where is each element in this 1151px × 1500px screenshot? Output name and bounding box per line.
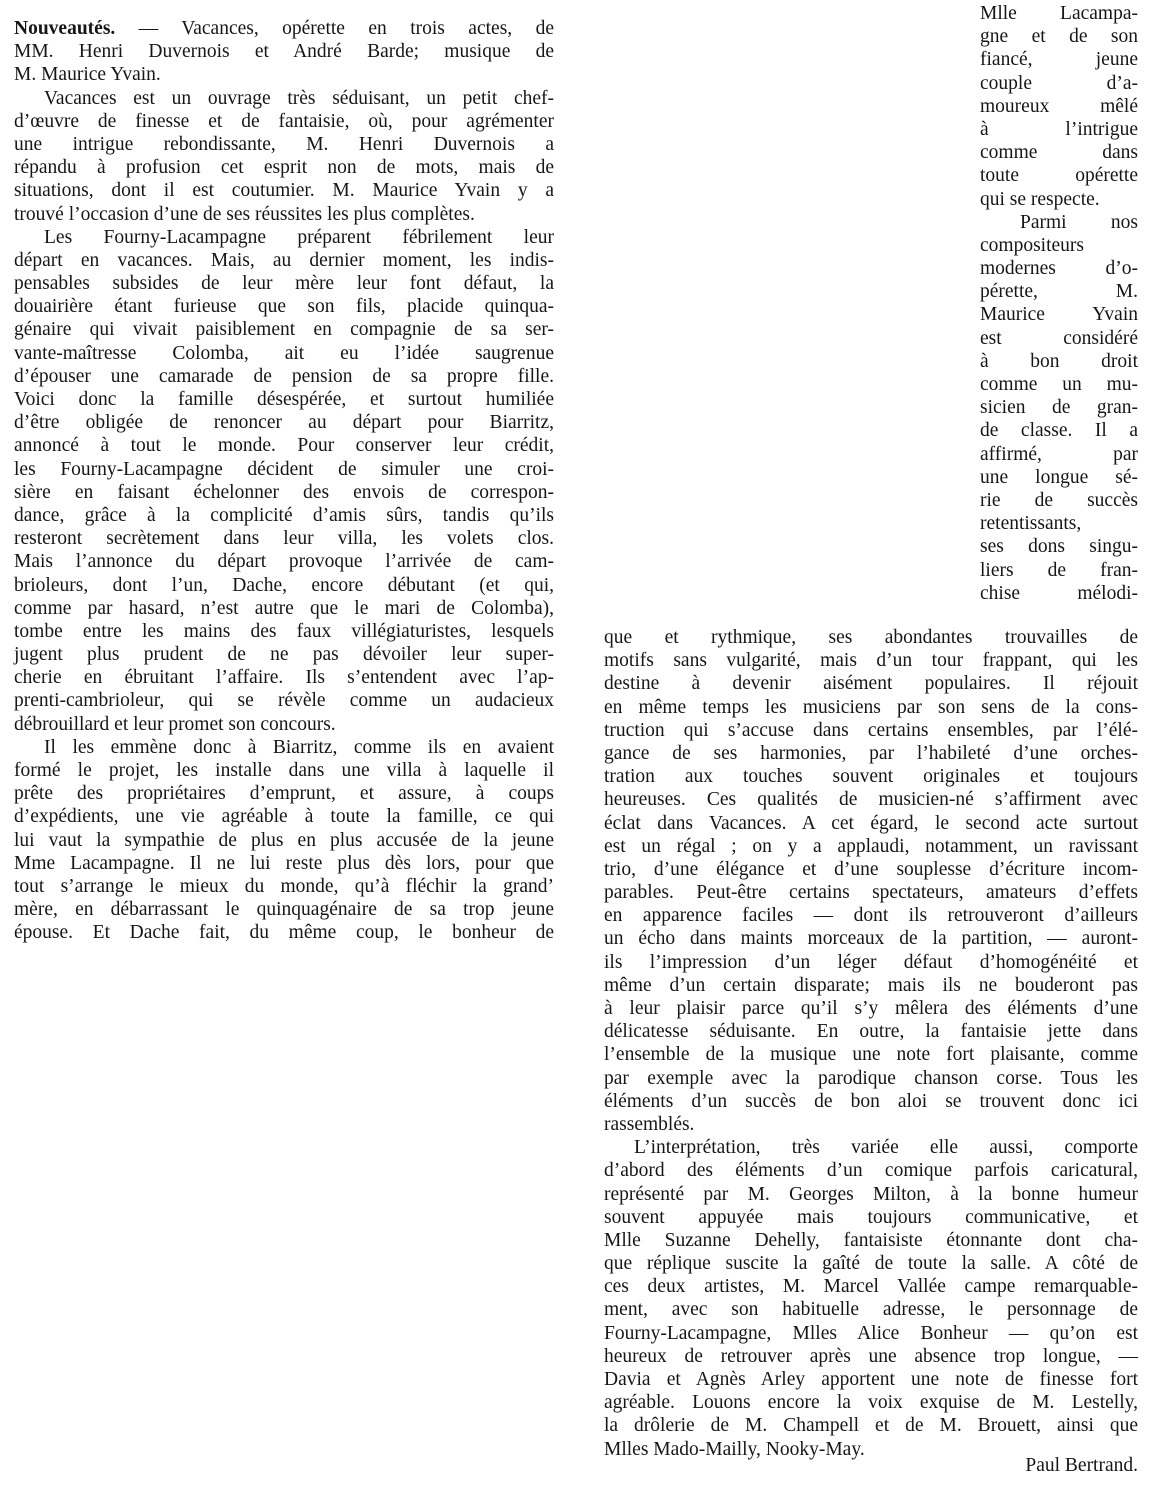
text-line: rie de succès	[980, 489, 1138, 511]
text-line: Mme Lacampagne. Il ne lui reste plus dès lors, pour que	[14, 852, 554, 874]
text-line: Vacances est un ouvrage très séduisant, un petit chef-	[44, 87, 554, 109]
text-line: tombe entre les mains des faux villégiaturistes, lesquels	[14, 620, 554, 642]
text-line: est considéré	[980, 327, 1138, 349]
text-line: que réplique suscite la gaîté de toute la salle. A côté de	[604, 1253, 1138, 1275]
text-line: même d’un certain disparate; mais ils ne bouderont pas	[604, 974, 1138, 996]
text-line: pensables subsides de leur mère leur font défaut, la	[14, 273, 554, 295]
right-narrow-column	[980, 2, 1138, 605]
text-line: M. Maurice Yvain.	[14, 64, 161, 86]
text-line: débrouillard et leur promet son concours.	[14, 713, 336, 735]
text-line: ses dons singu-	[980, 536, 1138, 558]
text-line: douairière étant furieuse que son fils, placide quinqua-	[14, 296, 554, 318]
text-line: la drôlerie de M. Champell et de M. Brouett, ainsi que	[604, 1415, 1138, 1437]
text-line: lui vaut la sympathie de plus en plus accusée de la jeune	[14, 829, 554, 851]
text-line: Il les emmène donc à Biarritz, comme ils en avaient	[44, 736, 554, 758]
author-signature: Paul Bertrand.	[1025, 1455, 1138, 1476]
text-line: prête des propriétaires d’emprunt, et assure, à coups	[14, 783, 554, 805]
text-line: d’être obligée de renoncer au départ pour Biarritz,	[14, 412, 554, 434]
text-line: l’ensemble de la musique une note fort plaisante, comme	[604, 1044, 1138, 1066]
text-line: comme un mu-	[980, 374, 1138, 395]
text-line: dance, grâce à la complicité d’amis sûrs, tandis qu’ils	[14, 504, 554, 526]
text-line: éclat dans Vacances. A cet égard, le second acte surtout	[604, 812, 1138, 834]
text-line: motifs sans vulgarité, mais d’un tour frappant, qui les	[604, 650, 1138, 672]
text-line: Nouveautés. — Vacances, opérette en trois actes, de	[14, 18, 554, 39]
text-line: qui se respecte.	[980, 188, 1100, 210]
text-line: de classe. Il a	[980, 420, 1138, 442]
text-line: d’abord des éléments d’un comique parfois caricatural,	[604, 1160, 1138, 1182]
text-line: modernes d’o-	[980, 258, 1138, 280]
text-line: prenti-cambrioleur, qui se révèle comme un audacieux	[14, 690, 554, 712]
text-line: départ en vacances. Mais, au dernier moment, les indis-	[14, 249, 554, 271]
text-line: retentissants,	[980, 513, 1082, 535]
text-line: Les Fourny-Lacampagne préparent fébrilement leur	[44, 226, 554, 248]
text-line: que et rythmique, ses abondantes trouvailles de	[604, 627, 1138, 648]
text-line: affirmé, par	[980, 443, 1138, 465]
text-line: cherie en ébruitant l’affaire. Ils s’entendent avec l’ap-	[14, 667, 554, 689]
text-line: par exemple avec la parodique chanson corse. Tous les	[604, 1067, 1138, 1089]
text-line: Voici donc la famille désespérée, et surtout humiliée	[14, 389, 554, 410]
text-line: heureuses. Ces qualités de musicien-né s’affirment avec	[604, 789, 1138, 811]
text-line: mère, en débarrassant le quinquagénaire de sa trop jeune	[14, 899, 554, 921]
text-line: trio, d’une élégance et d’une souplesse d’écriture incom-	[604, 858, 1138, 880]
text-line: tration aux touches souvent originales et toujours	[604, 766, 1138, 788]
text-line: Mlle Lacampa-	[980, 3, 1138, 24]
text-line: jugent plus prudent de ne pas dévoiler leur super-	[14, 644, 554, 666]
text-line: sicien de gran-	[980, 397, 1138, 419]
left-column	[14, 17, 554, 945]
text-line: gance de ses harmonies, par l’habileté d’une orches-	[604, 742, 1138, 764]
text-line: compositeurs	[980, 234, 1084, 256]
text-line: éléments d’un succès de bon aloi se trouvent donc ici	[604, 1090, 1138, 1112]
text-line: vante-maîtresse Colomba, ait eu l’idée saugrenue	[14, 342, 554, 364]
text-line: représenté par M. Georges Milton, à la bonne humeur	[604, 1183, 1138, 1205]
text-line: L’interprétation, très variée elle aussi, comporte	[634, 1137, 1138, 1159]
text-line: est un régal ; on y a applaudi, notamment, un ravissant	[604, 835, 1138, 857]
text-line: Mais l’annonce du départ provoque l’arrivée de cam-	[14, 551, 554, 573]
text-line: resteront secrètement dans leur villa, les volets clos.	[14, 528, 554, 550]
text-line: ils l’impression d’un léger défaut d’homogénéité et	[604, 951, 1138, 973]
text-line: tout s’arrange le mieux du monde, qu’à fléchir la grand’	[14, 875, 554, 897]
text-line: MM. Henri Duvernois et André Barde; musique de	[14, 41, 554, 63]
text-line: couple d’a-	[980, 72, 1138, 94]
text-line: formé le projet, les installe dans une villa à laquelle il	[14, 760, 554, 781]
text-line: les Fourny-Lacampagne décident de simuler une croi-	[14, 458, 554, 480]
text-line: gne et de son	[980, 26, 1138, 48]
text-line: comme dans	[980, 142, 1138, 164]
text-line: Mlle Suzanne Dehelly, fantaisiste étonnante dont cha-	[604, 1229, 1138, 1251]
text-line: ces deux artistes, M. Marcel Vallée campe remarquable-	[604, 1276, 1138, 1298]
text-line: Fourny-Lacampagne, Mlles Alice Bonheur — qu’on est	[604, 1322, 1138, 1344]
text-line: Maurice Yvain	[980, 304, 1138, 326]
text-line: d’expédients, une vie agréable à toute la famille, ce qui	[14, 806, 554, 828]
text-line: toute opérette	[980, 165, 1138, 187]
text-line: chise mélodi-	[980, 582, 1138, 604]
text-line: moureux mêlé	[980, 95, 1138, 117]
text-line: à bon droit	[980, 350, 1138, 372]
text-line: Mlles Mado-Mailly, Nooky-May.	[604, 1438, 865, 1460]
text-line: délicatesse séduisante. En outre, la fantaisie jette dans	[604, 1021, 1138, 1043]
text-line: trouvé l’occasion d’une de ses réussites les plus complètes.	[14, 203, 475, 225]
text-line: destine à devenir aisément populaires. Il réjouit	[604, 673, 1138, 695]
text-line: souvent appuyée mais toujours communicative, et	[604, 1206, 1138, 1228]
text-line: truction qui s’accuse dans certains ensembles, par l’élé-	[604, 719, 1138, 741]
text-line: un écho dans maints morceaux de la partition, — auront-	[604, 928, 1138, 950]
text-line: répandu à profusion cet esprit non de mots, mais de	[14, 157, 554, 179]
text-line: d’épouser une camarade de pension de sa propre fille.	[14, 365, 554, 387]
text-line: épouse. Et Dache fait, du même coup, le bonheur de	[14, 922, 554, 944]
text-line: fiancé, jeune	[980, 49, 1138, 71]
text-line: agréable. Louons encore la voix exquise de M. Lestelly,	[604, 1392, 1138, 1414]
text-line: en apparence faciles — dont ils retrouveront d’ailleurs	[604, 905, 1138, 927]
text-line: annoncé à tout le monde. Pour conserver leur crédit,	[14, 435, 554, 457]
text-line: Parmi nos	[1020, 211, 1138, 233]
text-line: à l’intrigue	[980, 118, 1138, 140]
text-line: sière en faisant échelonner des envois de correspon-	[14, 481, 554, 503]
text-line: d’œuvre de finesse et de fantaisie, où, pour agrémenter	[14, 110, 554, 132]
text-line: une longue sé-	[980, 466, 1138, 488]
text-line: situations, dont il est coutumier. M. Maurice Yvain y a	[14, 180, 554, 202]
text-line: une intrigue rebondissante, M. Henri Duvernois a	[14, 133, 554, 155]
text-line: Davia et Agnès Arley apportent une note de finesse fort	[604, 1369, 1138, 1390]
text-line: rassemblés.	[604, 1113, 695, 1135]
text-line: ment, avec son habituelle adresse, le personnage de	[604, 1299, 1138, 1321]
text-line: parables. Peut-être certains spectateurs, amateurs d’effets	[604, 882, 1138, 904]
right-wide-column	[604, 626, 1138, 1461]
text-line: comme par hasard, n’est autre que le mari de Colomba),	[14, 597, 554, 619]
text-line: en même temps les musiciens par son sens de la cons-	[604, 696, 1138, 718]
text-line: heureux de retrouver après une absence trop longue, —	[604, 1345, 1138, 1367]
text-line: génaire qui vivait paisiblement en compagnie de sa ser-	[14, 319, 554, 341]
text-line: liers de fran-	[980, 559, 1138, 581]
section-heading: Nouveautés.	[14, 18, 116, 39]
text-line: à leur plaisir parce qu’il s’y mêlera des éléments d’une	[604, 998, 1138, 1019]
text-line: brioleurs, dont l’un, Dache, encore débutant (et qui,	[14, 574, 554, 596]
text-line: pérette, M.	[980, 281, 1138, 303]
